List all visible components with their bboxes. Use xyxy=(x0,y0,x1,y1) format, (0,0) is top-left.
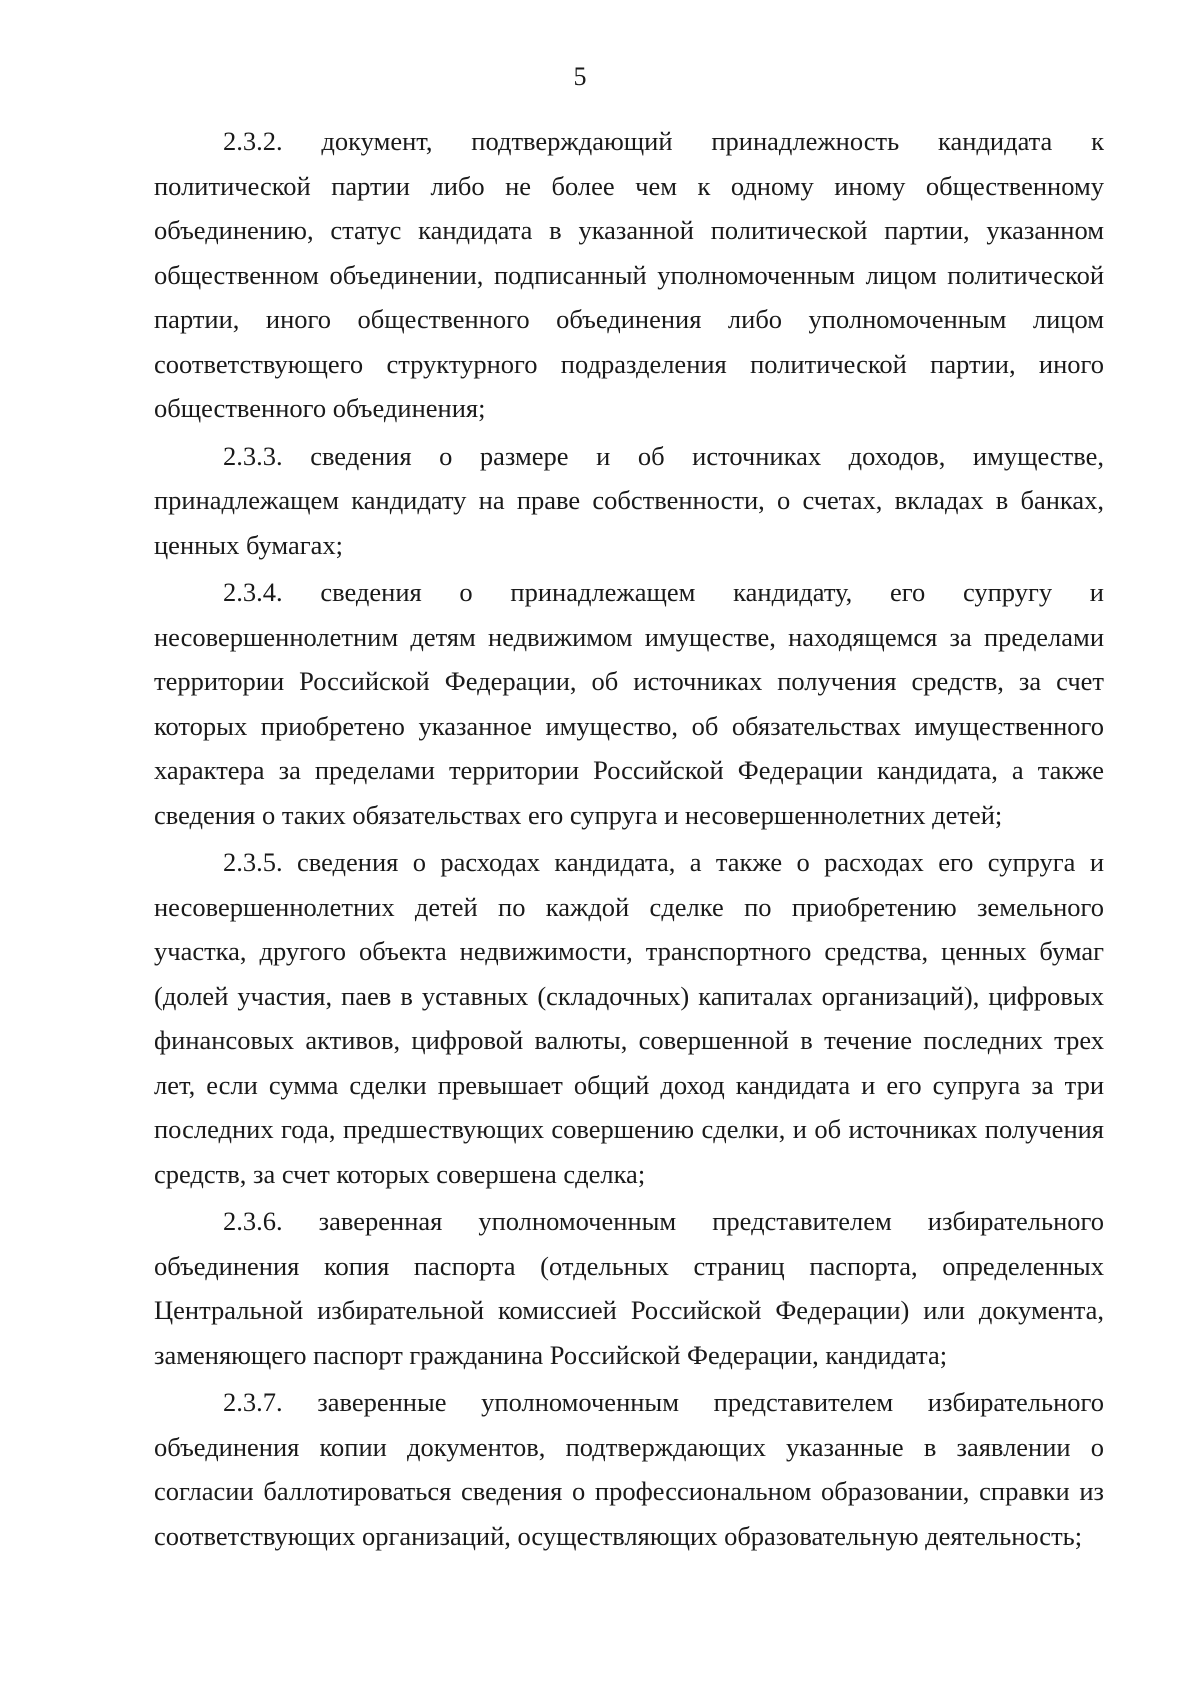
paragraph-2-3-7: 2.3.7. заверенные уполномоченным представителем избирательного объединения копии документов, подтверждающих указанные в заявлении о согласии баллотироваться сведения о профессиональном образовании, справки из соответствующих организаций, осуществляющих образовательную деятельность; xyxy=(154,1387,1104,1551)
paragraph-2-3-3: 2.3.3. сведения о размере и об источниках доходов, имуществе, принадлежащем кандидату на праве собственности, о счетах, вкладах в банках, ценных бумагах; xyxy=(154,440,1104,560)
paragraph-2-3-5: 2.3.5. сведения о расходах кандидата, а также о расходах его супруга и несовершеннолетних детей по каждой сделке по приобретению земельного участка, другого объекта недвижимости, транспортного средства, ценных бумаг (долей участия, паев в уставных (складочных) капиталах организаций), цифровых финансовых активов, цифровой валюты, совершенной в течение последних трех лет, если сумма сделки превышает общий доход кандидата и его супруга за три последних года, предшествующих совершению сделки, и об источниках получения средств, за счет которых совершена сделка; xyxy=(154,847,1104,1189)
paragraph-2-3-2: 2.3.2. документ, подтверждающий принадлежность кандидата к политической партии либо не более чем к одному иному общественному объединению, статус кандидата в указанной политической партии, указанном общественном объединении, подписанный уполномоченным лицом политической партии, иного общественного объединения либо уполномоченным лицом соответствующего структурного подразделения политической партии, иного общественного объединения; xyxy=(154,126,1104,423)
document-body xyxy=(154,119,1104,1561)
paragraph-2-3-6: 2.3.6. заверенная уполномоченным представителем избирательного объединения копия паспорта (отдельных страниц паспорта, определенных Центральной избирательной комиссией Российской Федерации) или документа, заменяющего паспорт гражданина Российской Федерации, кандидата; xyxy=(154,1206,1104,1370)
paragraph-2-3-4: 2.3.4. сведения о принадлежащем кандидату, его супругу и несовершеннолетним детям недвижимом имуществе, находящемся за пределами территории Российской Федерации, об источниках получения средств, за счет которых приобретено указанное имущество, об обязательствах имущественного характера за пределами территории Российской Федерации кандидата, а также сведения о таких обязательствах его супруга и несовершеннолетних детей; xyxy=(154,577,1104,830)
page-number: 5 xyxy=(573,62,587,91)
